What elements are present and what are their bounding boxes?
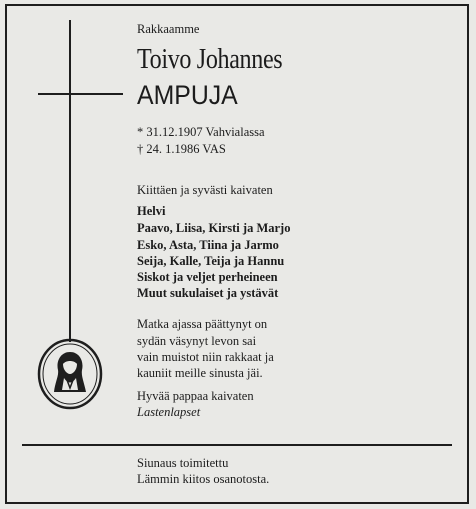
deceased-surname: AMPUJA xyxy=(137,80,238,110)
intro-text: Rakkaamme xyxy=(137,22,200,36)
cross-vertical-bar xyxy=(69,20,71,342)
mourner-line: Paavo, Liisa, Kirsti ja Marjo xyxy=(137,221,291,235)
birth-date: * 31.12.1907 Vahvialassa xyxy=(137,125,265,139)
mourner-line: Muut sukulaiset ja ystävät xyxy=(137,286,279,300)
deceased-first-names: Toivo Johannes xyxy=(137,44,283,75)
footer-divider xyxy=(22,444,452,446)
death-date: † 24. 1.1986 VAS xyxy=(137,142,226,156)
cross-horizontal-bar xyxy=(38,93,123,95)
verse-line: Matka ajassa päättynyt on xyxy=(137,317,268,331)
mourner-line: Seija, Kalle, Teija ja Hannu xyxy=(137,254,285,268)
footer-line: Lämmin kiitos osanotosta. xyxy=(137,472,270,486)
praying-figure-emblem-icon xyxy=(36,338,104,410)
footer-line: Siunaus toimitettu xyxy=(137,456,229,470)
farewell-text: Hyvää pappaa kaivaten xyxy=(137,389,254,403)
verse-line: vain muistot niin rakkaat ja xyxy=(137,350,274,364)
verse-line: sydän väsynyt levon sai xyxy=(137,334,257,348)
verse-line: kauniit meille sinusta jäi. xyxy=(137,366,263,380)
mourner-line: Esko, Asta, Tiina ja Jarmo xyxy=(137,238,279,252)
mourner-line: Helvi xyxy=(137,204,166,218)
farewell-signer: Lastenlapset xyxy=(137,405,201,419)
mourning-intro: Kiittäen ja syvästi kaivaten xyxy=(137,183,273,197)
mourner-line: Siskot ja veljet perheineen xyxy=(137,270,278,284)
